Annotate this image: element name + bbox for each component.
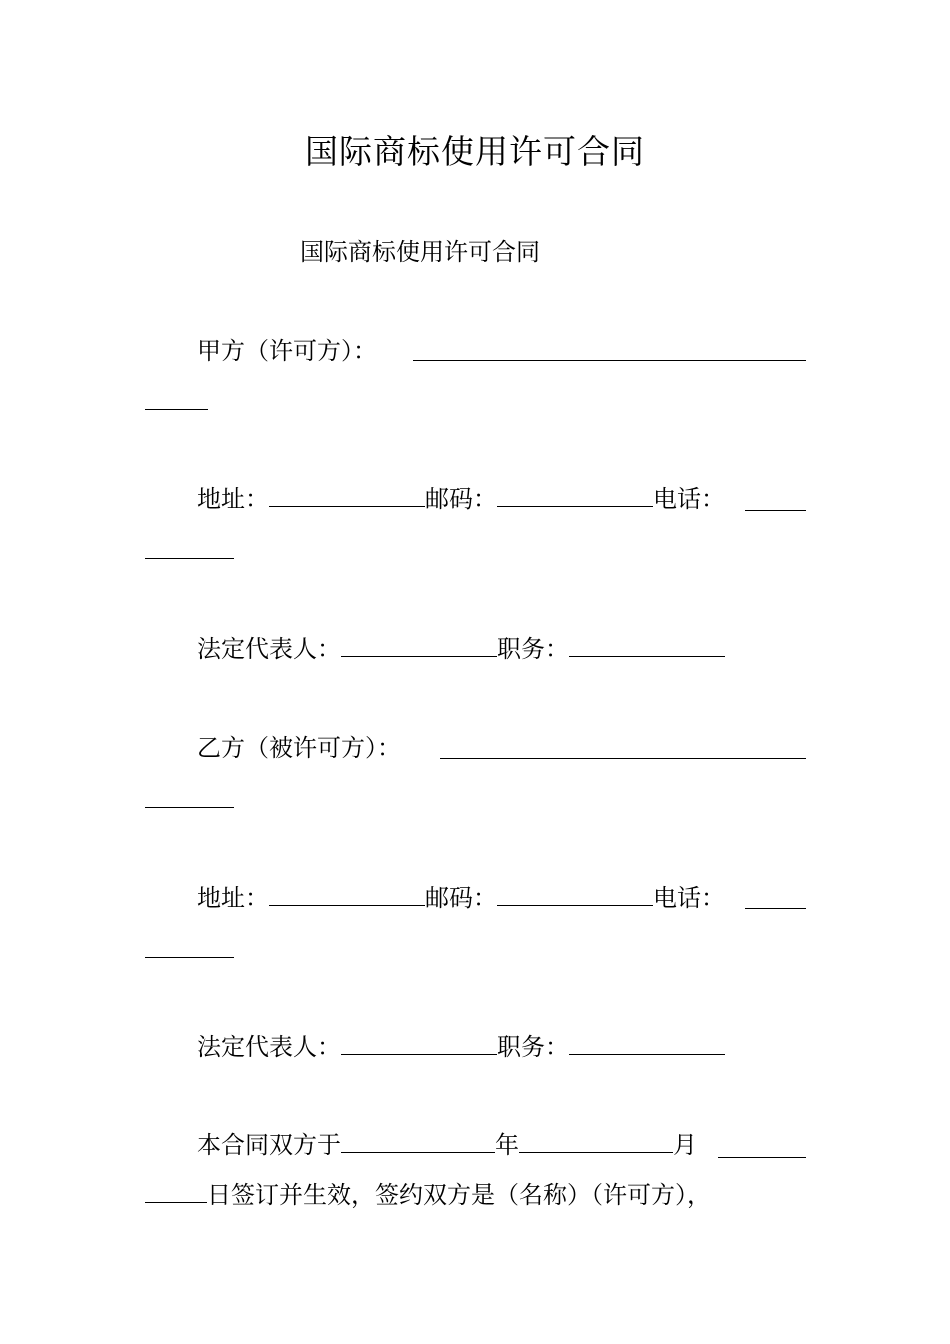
day-blank[interactable]	[718, 1157, 806, 1158]
effective-prefix: 本合同双方于	[197, 1131, 341, 1159]
party-a-phone-blank[interactable]	[745, 510, 806, 511]
party-b-address-blank[interactable]	[269, 883, 425, 906]
party-a-contact-line	[197, 484, 725, 514]
party-b-phone-blank[interactable]	[745, 908, 806, 909]
party-a-address-blank[interactable]	[269, 484, 425, 507]
party-a-address-label: 地址：	[197, 485, 269, 513]
party-b-contact-line	[197, 883, 725, 913]
party-a-phone-blank-cont[interactable]	[145, 558, 234, 559]
party-a-name-blank[interactable]	[413, 360, 806, 361]
party-a-name-blank-cont[interactable]	[145, 409, 208, 410]
party-a-line	[197, 336, 377, 366]
page-title: 国际商标使用许可合同	[305, 132, 645, 171]
month-blank[interactable]	[519, 1130, 673, 1153]
party-b-position-blank[interactable]	[569, 1032, 725, 1055]
party-b-phone-blank-cont[interactable]	[145, 957, 234, 958]
year-label: 年	[495, 1131, 519, 1159]
effective-date-line	[197, 1130, 697, 1160]
party-a-position-blank[interactable]	[569, 634, 725, 657]
party-a-rep-line	[197, 634, 725, 664]
party-a-rep-blank[interactable]	[341, 634, 497, 657]
party-b-postcode-blank[interactable]	[497, 883, 653, 906]
party-a-label: 甲方（许可方）：	[197, 337, 377, 365]
party-b-name-blank-cont[interactable]	[145, 807, 234, 808]
party-b-label: 乙方（被许可方）：	[197, 734, 401, 762]
party-a-position-label: 职务：	[497, 635, 569, 663]
year-blank[interactable]	[341, 1130, 495, 1153]
party-b-line	[197, 733, 401, 763]
effective-day-line	[145, 1180, 711, 1210]
party-b-position-label: 职务：	[497, 1033, 569, 1061]
party-b-name-blank[interactable]	[440, 758, 806, 759]
party-b-phone-label: 电话：	[653, 884, 725, 912]
month-label: 月	[673, 1131, 697, 1159]
party-b-address-label: 地址：	[197, 884, 269, 912]
party-a-rep-label: 法定代表人：	[197, 635, 341, 663]
party-b-postcode-label: 邮码：	[425, 884, 497, 912]
party-b-rep-blank[interactable]	[341, 1032, 497, 1055]
party-a-phone-label: 电话：	[653, 485, 725, 513]
party-a-postcode-label: 邮码：	[425, 485, 497, 513]
party-b-rep-line	[197, 1032, 725, 1062]
effective-day-text: 日签订并生效，签约双方是（名称）（许可方），	[207, 1181, 711, 1209]
document-subtitle: 国际商标使用许可合同	[300, 238, 540, 266]
party-b-rep-label: 法定代表人：	[197, 1033, 341, 1061]
day-blank-cont[interactable]	[145, 1180, 207, 1203]
party-a-postcode-blank[interactable]	[497, 484, 653, 507]
